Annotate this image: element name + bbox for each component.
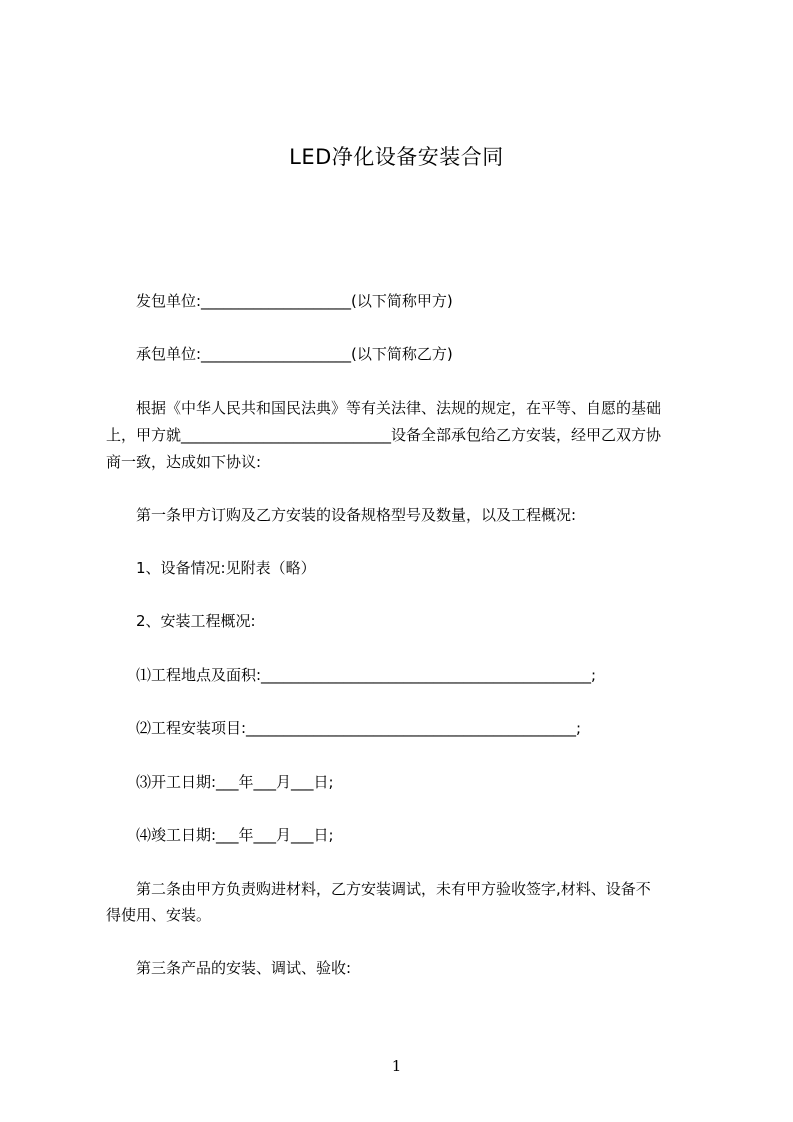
article-1-item-1: 1、设备情况:见附表（略） (136, 559, 316, 577)
document-title: LED净化设备安装合同 (289, 145, 504, 169)
article-2-line-2: 得使用、安装。 (106, 906, 212, 924)
article-1-sub-1: ⑴工程地点及面积:____________________________________________; (136, 666, 597, 684)
party-b-line: 承包单位:____________________(以下简称乙方) (136, 345, 453, 363)
article-3-heading: 第三条产品的安装、调试、验收: (136, 959, 352, 977)
page-number: 1 (391, 1057, 402, 1075)
article-1-item-2: 2、安装工程概况: (136, 612, 256, 630)
party-a-line: 发包单位:____________________(以下简称甲方) (136, 292, 453, 310)
preamble-line-2: 上，甲方就____________________________设备全部承包给乙方安装，经甲乙双方协 (106, 426, 662, 444)
preamble-line-3: 商一致，达成如下协议: (106, 453, 262, 471)
article-1-heading: 第一条甲方订购及乙方安装的设备规格型号及数量，以及工程概况: (136, 506, 577, 524)
preamble-line-1: 根据《中华人民共和国民法典》等有关法律、法规的规定，在平等、自愿的基础 (136, 399, 662, 417)
article-2-line-1: 第二条由甲方负责购进材料，乙方安装调试，未有甲方验收签字,材料、设备不 (136, 880, 651, 898)
article-1-sub-4: ⑷竣工日期:___年___月___日; (136, 826, 334, 844)
article-1-sub-2: ⑵工程安装项目:____________________________________________; (136, 719, 582, 737)
article-1-sub-3: ⑶开工日期:___年___月___日; (136, 773, 334, 791)
